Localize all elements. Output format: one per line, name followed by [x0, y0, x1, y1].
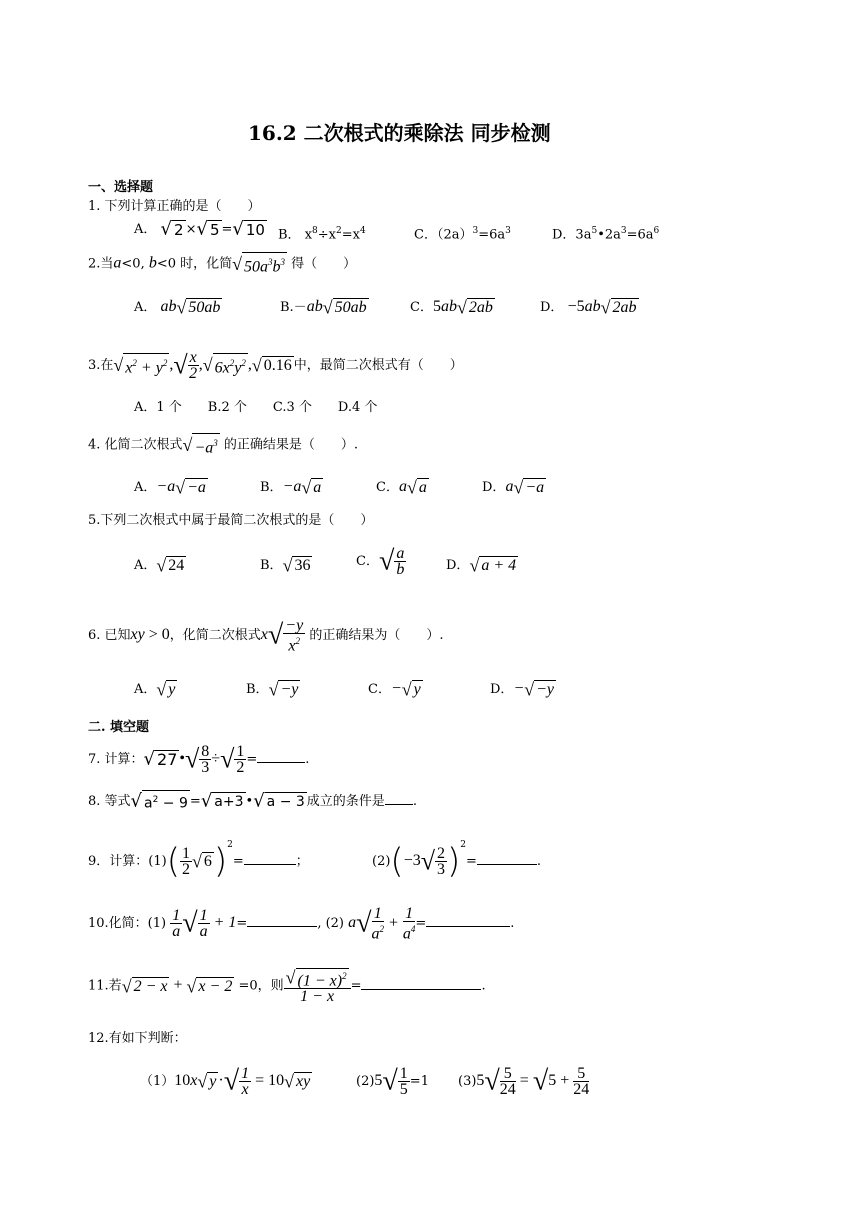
q11-end: .: [481, 978, 486, 994]
q10-end: .: [510, 916, 515, 932]
section-heading-fill: 二. 填空题: [88, 720, 150, 735]
question-12-judgement-1: （1）10x√ y ·√ $\frac{1}{x}$ = 10√ xy: [140, 1065, 311, 1098]
question-1-options: A． √ 2 ×√ 5 =√ 10: [134, 218, 265, 240]
option-b-label: B．: [246, 682, 269, 697]
radical: √ 2ab: [456, 297, 493, 318]
radical: √ $\frac{-y}{x^2}$: [267, 617, 304, 655]
question-11: 11.若√ 2 − x + √ x − 2 =0，则 $\frac{√ (1 - x)^2}{1 - x}$ = .: [88, 967, 486, 1006]
q4-stem-a: 4. 化简二次根式: [88, 437, 183, 453]
question-12-judgement-3: (3)5√ $\frac{5}{24}$ = √5 + $\frac{5}{24}$: [458, 1065, 590, 1098]
question-2-option-c: C．5ab√ 2ab: [410, 297, 493, 318]
option-d-mid: •2a: [597, 227, 621, 243]
question-3-stem: 3.在√ $x^2 + y^2$ ,√ $\frac{x}{2}$ ,√ $6x^2y^2$ ,√ 0.16 中，最简二次根式有（ ）: [88, 349, 463, 382]
q10-eq2: =: [415, 916, 427, 932]
q10-sep: , (2): [317, 916, 344, 932]
q12-p1: （1）: [140, 1074, 175, 1089]
question-2-option-b: B.－ab√ 50ab: [280, 297, 367, 318]
question-10: 10.化简：(1) $\frac{1}{a}$ √ $\frac{1}{a}$ + 1= , (2) a√ $\frac{1}{a^2}$ + $\frac{1}{a^4}$ = .: [88, 905, 515, 943]
question-1-option-b: B． $x^8\div x^2=x^4$: [278, 226, 366, 243]
option-b-label: B．: [260, 558, 283, 573]
q2-stem-c: <0 时，化简: [156, 256, 233, 272]
option-b-label: B．: [260, 480, 283, 495]
radical: √ 50ab: [176, 297, 221, 318]
question-2-option-d: D． −5ab√ 2ab: [540, 297, 637, 318]
answer-blank[interactable]: [361, 989, 481, 990]
radical: √ $6x^2y^2$: [203, 353, 248, 377]
radical: √ 27: [143, 748, 178, 770]
option-d-label: D．3a: [552, 227, 592, 243]
q9-stem: 9．计算：(1): [88, 854, 167, 869]
radical: √ y: [401, 679, 421, 700]
question-2-stem: 2.当a<0, b<0 时，化简√ $50a^3b^3$ 得（ ）: [88, 252, 356, 276]
question-2-options: A． ab√ 50ab: [134, 297, 221, 318]
option-a-label: A．: [134, 222, 157, 237]
question-6-option-a: [134, 680, 177, 699]
question-6-option-b: [246, 680, 300, 699]
radical: √ $\frac{8}{3}$: [185, 743, 210, 776]
radical: √ $-a^3$: [183, 433, 220, 457]
q7-end: .: [305, 752, 310, 767]
answer-blank[interactable]: [426, 926, 510, 927]
radical: √ $x^2 + y^2$: [113, 353, 169, 377]
q10-stem: 10.化简：(1): [88, 916, 167, 932]
radical: √ 2: [160, 218, 184, 240]
q9-eq1: =: [232, 854, 244, 869]
radical: √ $\frac{5}{24}$: [484, 1065, 516, 1098]
q11-eq2: =: [350, 978, 362, 994]
radical: √ 6: [191, 851, 212, 872]
question-4-stem: [88, 433, 358, 457]
radical: √ 10: [232, 218, 265, 240]
question-12-judgement-2: (2)5√ $\frac{1}{5}$ =1: [356, 1065, 429, 1098]
radical: √ x − 2: [186, 976, 233, 997]
answer-blank[interactable]: [244, 864, 296, 865]
option-c-tail: =6a: [478, 227, 506, 243]
radical: √ y: [156, 679, 176, 700]
q12-p3: (3): [458, 1074, 477, 1089]
radical: √ $\frac{x}{2}$: [173, 349, 198, 382]
radical: √ −a: [175, 477, 206, 498]
q2-stem-a: 2.当: [88, 256, 114, 272]
option-c-label: C．（2a）: [414, 227, 473, 243]
option-b-label: B.－: [280, 300, 307, 315]
q8-stem: 8. 等式: [88, 793, 131, 809]
question-1-option-c: C．$(2a)^3=6a^3$: [414, 226, 511, 243]
question-5-option-a: [134, 556, 186, 575]
q3-stem-b: 中，最简二次根式有（ ）: [293, 358, 463, 373]
question-12-stem: 12.有如下判断：: [88, 1031, 187, 1046]
q7-stem: 7. 计算：: [88, 752, 144, 767]
radical: √ xy: [284, 1071, 311, 1092]
answer-blank[interactable]: [257, 762, 305, 763]
q6-stem-b: ，化简二次根式: [169, 628, 261, 644]
option-d-label: D．: [482, 480, 506, 495]
page-title: 16.2 二次根式的乘除法 同步检测: [248, 121, 551, 145]
radical: √ −y: [524, 679, 555, 700]
radical: √ 0.16: [251, 355, 292, 376]
question-9-part-2: (2)(−3√ $\frac{2}{3}$ )$^2$= .: [372, 840, 542, 882]
option-d-tail: =6a: [626, 227, 654, 243]
radical: √ $\frac{1}{x}$: [223, 1065, 250, 1098]
radical: √ 24: [156, 555, 185, 576]
question-5-option-d: [446, 556, 518, 575]
q4-stem-b: 的正确结果是（ ）.: [223, 437, 359, 453]
q9-eq2: =: [466, 854, 477, 869]
q11-eq: =0，则: [238, 978, 284, 994]
question-4-option-a: A．−a√ −a: [134, 477, 206, 498]
option-d-label: D．: [540, 300, 564, 315]
q8-mid: 成立的条件是: [306, 793, 385, 809]
radical: √ a − 3: [253, 790, 305, 812]
question-3-options: A．1 个 B.2 个 C.3 个 D.4 个: [134, 400, 378, 415]
question-4-option-b: B．−a√ a: [260, 477, 322, 498]
radical: √ $\frac{2}{3}$: [420, 845, 445, 878]
q9-sep: ；: [295, 854, 309, 869]
option-c-label: C．: [376, 480, 399, 495]
q11-stem: 11.若: [88, 978, 122, 994]
radical: √ −a: [513, 477, 545, 498]
radical: √ a+3: [200, 790, 244, 812]
question-6-stem: 6. 已知xy > 0，化简二次根式x√ $\frac{-y}{x^2}$ 的正确结果为（ ）.: [88, 617, 444, 655]
option-a-label: A．: [134, 300, 157, 315]
radical: √5 + $\frac{5}{24}$: [532, 1065, 590, 1098]
q7-eq: =: [246, 752, 258, 767]
answer-blank[interactable]: [385, 804, 413, 805]
q12-p2-tail: =1: [409, 1074, 429, 1089]
question-4-option-c: C．a√ a: [376, 477, 427, 498]
radical: √ $\frac{1}{5}$: [382, 1065, 408, 1098]
question-5-option-c: [356, 546, 406, 577]
option-d-label: D．: [490, 682, 514, 697]
option-b-label: B．: [278, 227, 301, 243]
radical: √ 2ab: [600, 297, 637, 318]
radical: √ 36: [282, 555, 311, 576]
radical: √ $\frac{1}{2}$: [220, 743, 245, 776]
radical: √ −y: [268, 679, 299, 700]
option-c-label: C．: [368, 682, 391, 697]
q2-stem-d: 得（ ）: [291, 256, 357, 272]
question-6-option-c: C．−√ y: [368, 679, 421, 700]
radical: √ y: [197, 1071, 217, 1092]
q6-stem-a: 6. 已知: [88, 628, 131, 644]
answer-blank[interactable]: [247, 926, 317, 927]
question-8: 8. 等式√ $a^2 - 9$ =√ a+3 •√ a − 3 成立的条件是 .: [88, 790, 417, 812]
question-6-option-d: D．−√ −y: [490, 679, 555, 700]
q12-p2: (2): [356, 1074, 375, 1089]
radical: √ 50ab: [322, 297, 367, 318]
radical: √ a: [301, 477, 322, 498]
q6-stem-c: 的正确结果为（ ）.: [309, 628, 444, 644]
option-c-label: C．: [410, 300, 433, 315]
q9-p2: (2): [372, 854, 391, 869]
radical: √ a: [406, 477, 427, 498]
radical: √ $\frac{1}{a^2}$ + $\frac{1}{a^4}$: [356, 905, 416, 943]
radical: √ a + 4: [469, 555, 517, 576]
radical: √ $\frac{1}{a}$ + 1: [182, 907, 237, 941]
answer-blank[interactable]: [477, 864, 537, 865]
q3-stem-a: 3.在: [88, 358, 114, 373]
q9-end: .: [536, 854, 542, 869]
radical: √ 5: [196, 218, 220, 240]
question-4-option-d: D．a√ −a: [482, 477, 545, 498]
option-c-label: C．: [356, 554, 379, 569]
radical: √ $a^2 - 9$: [130, 790, 188, 812]
question-9: 9．计算：(1)( $\frac{1}{2}$ √ 6)$^2$= ；: [88, 840, 309, 882]
option-a-label: A．: [134, 558, 157, 573]
q2-stem-b: <0,: [121, 256, 145, 272]
q8-end: .: [412, 793, 417, 809]
question-5-stem: 5.下列二次根式中属于最简二次根式的是（ ）: [88, 513, 374, 528]
option-d-label: D．: [446, 558, 470, 573]
option-a-label: A．: [134, 480, 157, 495]
question-7: 7. 计算：√ 27 •√ $\frac{8}{3}$ ÷√ $\frac{1}{2}$ = .: [88, 743, 310, 776]
section-heading-choice: 一、选择题: [88, 180, 154, 195]
radical: √ $50a^3b^3$: [232, 252, 287, 276]
question-1-stem: 1. 下列计算正确的是（ ）: [88, 199, 261, 214]
radical: √ $\frac{a}{b}$: [378, 545, 405, 578]
question-1-option-d: D．$3a^5•2a^3=6a^6$: [552, 226, 660, 243]
radical: √ 2 − x: [121, 976, 168, 997]
q10-eq1: =: [236, 916, 248, 932]
question-5-option-b: [260, 556, 312, 575]
option-a-label: A．: [134, 682, 157, 697]
